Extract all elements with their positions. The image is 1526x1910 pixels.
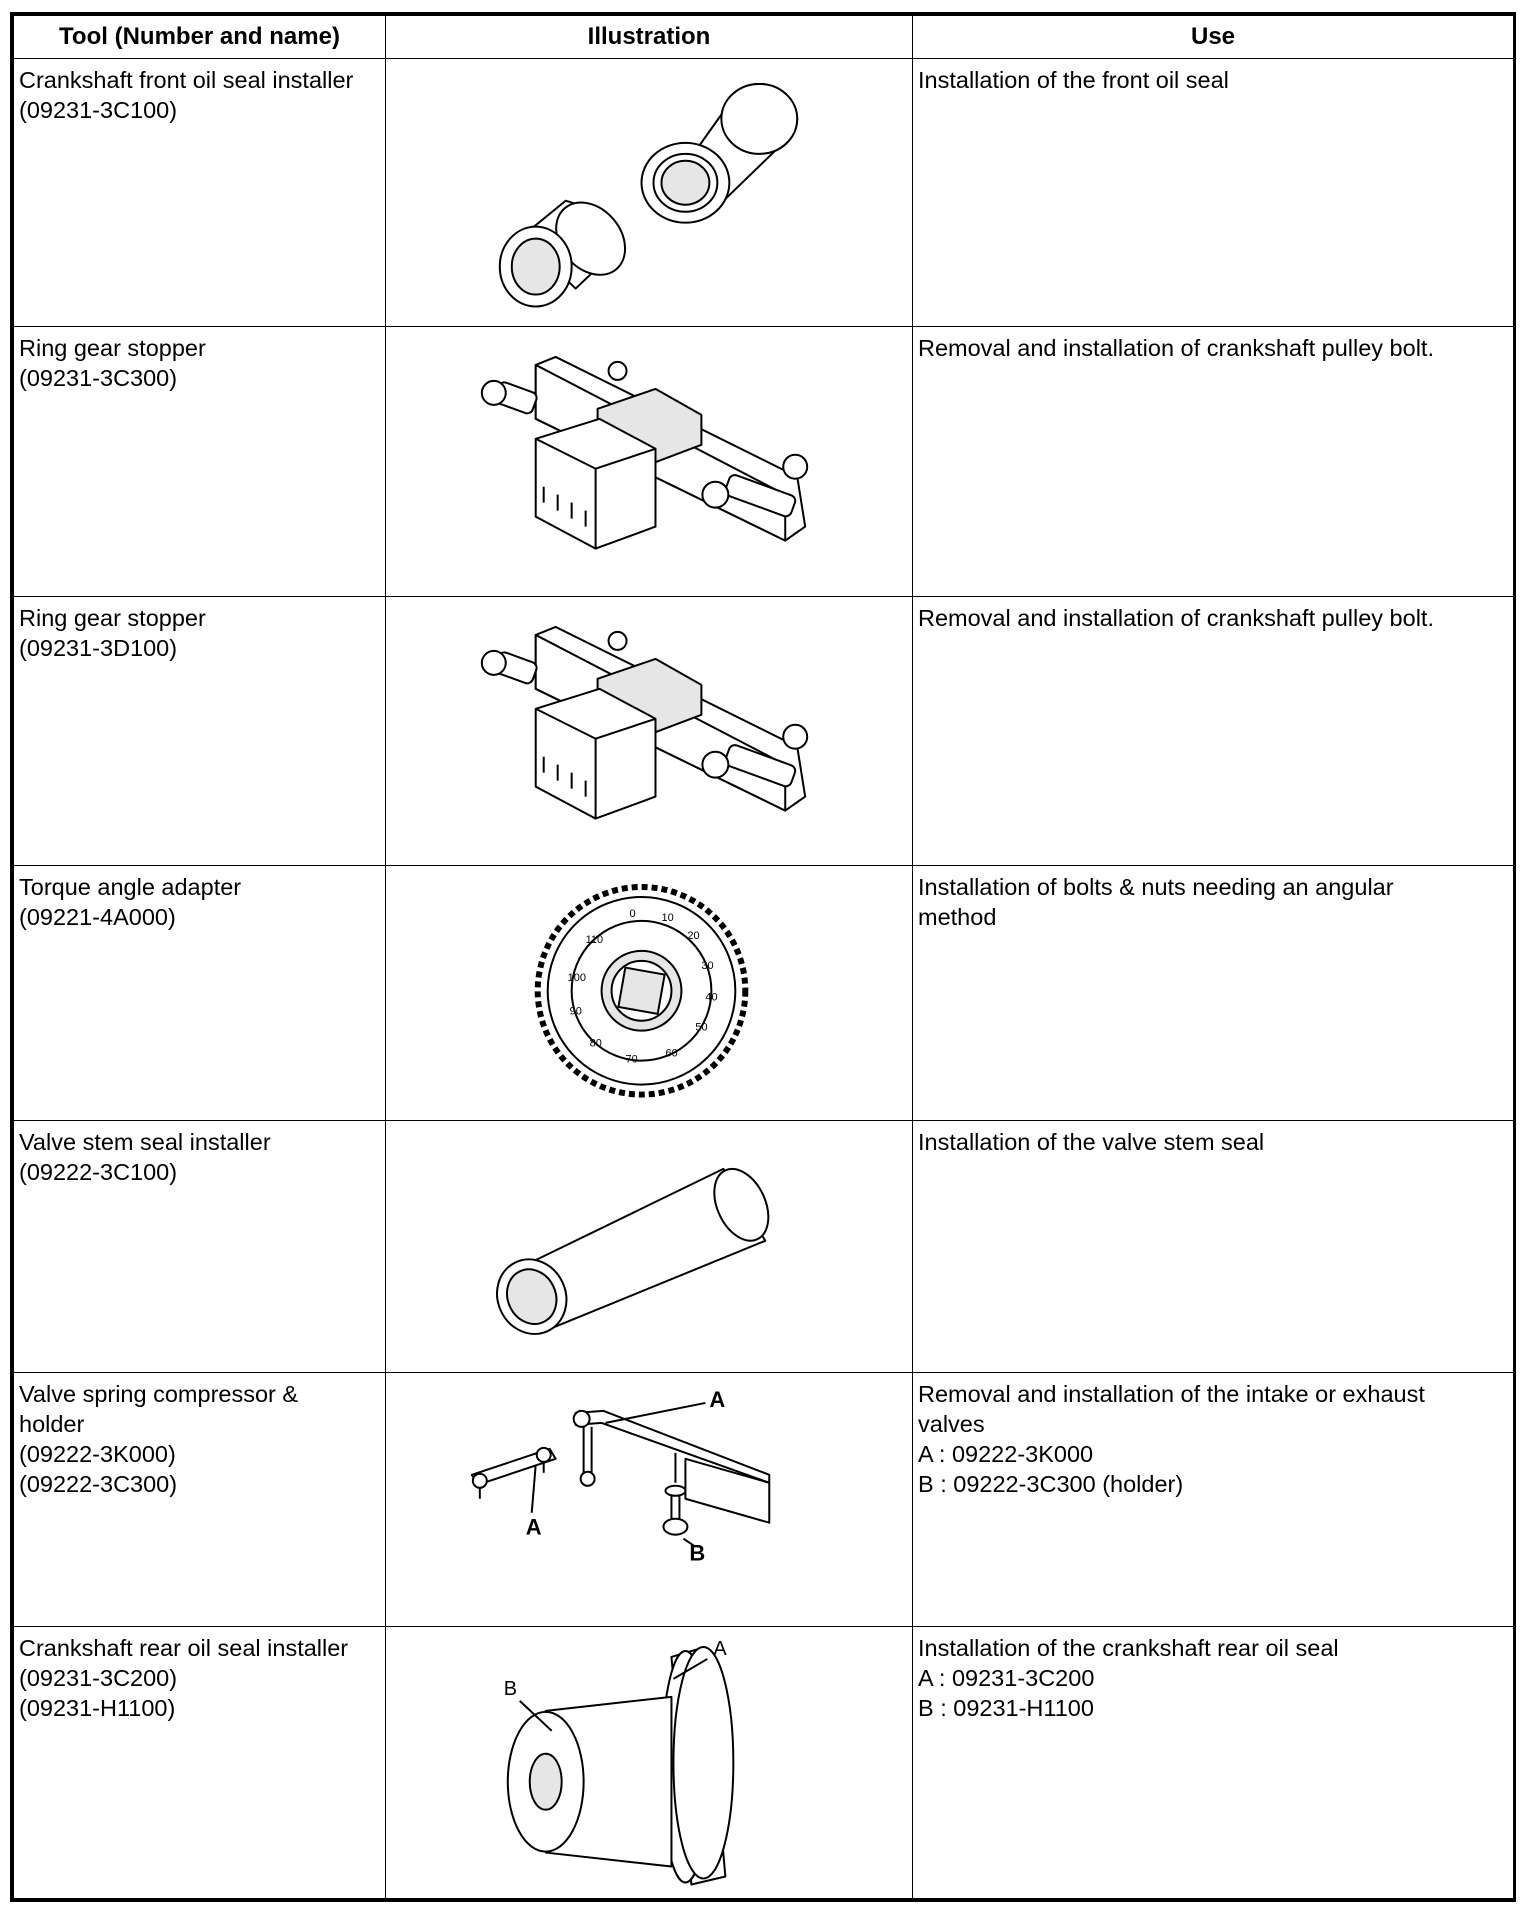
illustration-cell (386, 1373, 913, 1627)
tool-number: (09231-3C100) (19, 97, 178, 123)
use-text: Removal and installation of crankshaft pulley bolt. (918, 604, 1434, 631)
use-text: B : 09231-H1100 (918, 1695, 1094, 1721)
svg-text:60: 60 (665, 1048, 678, 1061)
use-cell (913, 1373, 1514, 1627)
svg-text:100: 100 (567, 972, 586, 985)
use-text: method (918, 904, 997, 931)
valve-spring-compressor-icon (386, 1373, 912, 1626)
tool-name: Crankshaft rear oil seal installer (19, 1635, 349, 1661)
header-row (14, 16, 1514, 59)
use-text: A : 09231-3C200 (918, 1665, 1095, 1691)
special-tools-table (13, 15, 1514, 1899)
svg-text:B: B (503, 1677, 518, 1700)
illustration-cell (386, 1627, 913, 1899)
use-text: Removal and installation of the intake or exhaust (918, 1381, 1425, 1408)
illustration-cell (386, 596, 913, 865)
header-use: Use (913, 16, 1514, 59)
svg-text:10: 10 (661, 912, 674, 925)
tube-installer-icon (386, 1121, 912, 1373)
tool-number: (09231-3C200) (19, 1665, 178, 1691)
rear-seal-installer-icon (386, 1627, 912, 1898)
use-text: Installation of the valve stem seal (918, 1128, 1265, 1155)
svg-text:B: B (689, 1541, 706, 1567)
table-row (14, 59, 1514, 327)
use-text: Installation of the front oil seal (918, 67, 1229, 93)
seal-installer-cylinders-icon (386, 59, 912, 326)
tool-number: (09231-H1100) (19, 1695, 176, 1721)
tool-cell (14, 596, 386, 865)
tool-name: Valve spring compressor & (19, 1381, 299, 1408)
illustration-cell (386, 1120, 913, 1373)
use-cell (913, 1120, 1514, 1373)
svg-text:80: 80 (589, 1038, 602, 1051)
svg-text:50: 50 (695, 1022, 708, 1035)
use-text: Removal and installation of crankshaft pulley bolt. (918, 335, 1434, 362)
svg-text:A: A (525, 1515, 542, 1541)
tool-number: (09222-3C100) (19, 1158, 178, 1185)
tool-name: Torque angle adapter (19, 874, 242, 901)
illustration-cell (386, 866, 913, 1121)
ring-gear-stopper-icon (386, 327, 912, 595)
tool-name: holder (19, 1411, 85, 1438)
torque-angle-gauge-icon (386, 866, 912, 1120)
svg-text:40: 40 (705, 992, 718, 1005)
table-row (14, 1373, 1514, 1627)
tool-number: (09221-4A000) (19, 904, 176, 931)
tool-cell (14, 1120, 386, 1373)
tool-cell (14, 59, 386, 327)
tool-cell (14, 327, 386, 596)
tool-cell (14, 1373, 386, 1627)
use-cell (913, 1627, 1514, 1899)
use-cell (913, 59, 1514, 327)
table-row (14, 1627, 1514, 1899)
svg-text:0: 0 (629, 908, 636, 921)
header-illustration: Illustration (386, 16, 913, 59)
svg-text:A: A (709, 1387, 726, 1413)
svg-text:70: 70 (625, 1054, 638, 1067)
illustration-cell (386, 59, 913, 327)
svg-text:30: 30 (701, 960, 714, 973)
use-text: B : 09222-3C300 (holder) (918, 1471, 1184, 1498)
ring-gear-stopper-icon (386, 597, 912, 865)
tool-name: Crankshaft front oil seal installer (19, 67, 354, 93)
tool-number: (09231-3D100) (19, 634, 178, 661)
tool-cell (14, 1627, 386, 1899)
table-row (14, 327, 1514, 596)
svg-text:90: 90 (569, 1006, 582, 1019)
table-row (14, 596, 1514, 865)
svg-text:110: 110 (585, 934, 604, 947)
table-row (14, 866, 1514, 1121)
header-tool: Tool (Number and name) (14, 16, 386, 59)
tool-number: (09222-3K000) (19, 1441, 176, 1468)
tool-number: (09231-3C300) (19, 365, 178, 392)
use-text: Installation of the crankshaft rear oil seal (918, 1635, 1339, 1661)
tool-name: Ring gear stopper (19, 604, 206, 631)
svg-text:20: 20 (687, 930, 700, 943)
use-text: A : 09222-3K000 (918, 1441, 1094, 1468)
use-text: Installation of bolts & nuts needing an angular (918, 874, 1394, 901)
use-cell (913, 596, 1514, 865)
tool-number: (09222-3C300) (19, 1471, 178, 1498)
illustration-cell (386, 327, 913, 596)
use-cell (913, 866, 1514, 1121)
tool-cell (14, 866, 386, 1121)
table-row (14, 1120, 1514, 1373)
tool-name: Valve stem seal installer (19, 1128, 271, 1155)
tool-name: Ring gear stopper (19, 335, 206, 362)
svg-text:A: A (713, 1637, 727, 1660)
use-text: valves (918, 1411, 985, 1438)
use-cell (913, 327, 1514, 596)
